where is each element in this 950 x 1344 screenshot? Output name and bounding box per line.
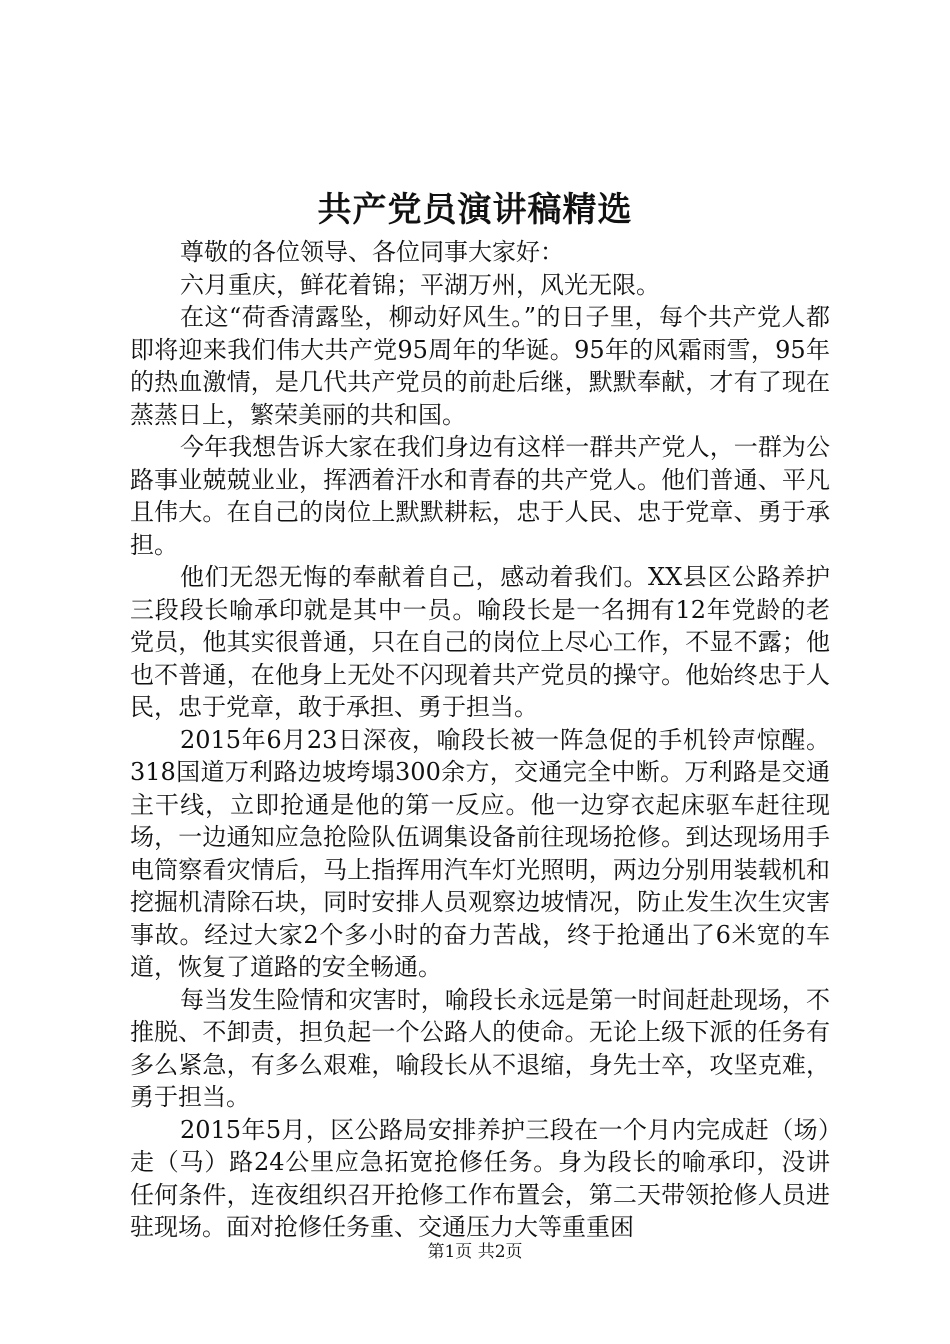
page-footer xyxy=(0,1241,950,1263)
paragraph-commitment: 每当发生险情和灾害时，喻段长永远是第一时间赶赴现场，不推脱、不卸责，担负起一个公路人的使命。无论上级下派的任务有多么紧急，有多么艰难，喻段长从不退缩，身先士卒，攻坚克难，勇于担当。 xyxy=(130,985,830,1111)
paragraph-opening: 六月重庆，鲜花着锦；平湖万州，风光无限。 xyxy=(180,270,660,299)
document-title: 共产党员演讲稿精选 xyxy=(317,190,633,230)
paragraph-introduction: 今年我想告诉大家在我们身边有这样一群共产党人，一群为公路事业兢兢业业，挥洒着汗水和青春的共产党人。他们普通、平凡且伟大。在自己的岗位上默默耕耘，忠于人民、忠于党章、勇于承担。 xyxy=(130,433,830,559)
page-number: 第1页 xyxy=(427,1242,473,1262)
paragraph-widening-task: 2015年5月，区公路局安排养护三段在一个月内完成赶（场）走（马）路24公里应急拓宽抢修任务。身为段长的喻承印，没讲任何条件，连夜组织召开抢修工作布置会，第二天带领抢修人员进驻现场。面对抢修任务重、交通压力大等重重困 xyxy=(130,1115,830,1241)
paragraph-rescue-story: 2015年6月23日深夜，喻段长被一阵急促的手机铃声惊醒。318国道万利路边坡垮塌300余方，交通完全中断。万利路是交通主干线，立即抢通是他的第一反应。他一边穿衣起床驱车赶往现场，一边通知应急抢险队伍调集设备前往现场抢修。到达现场用手电筒察看灾情后，马上指挥用汽车灯光照明，两边分别用装载机和挖掘机清除石块，同时安排人员观察边坡情况，防止发生次生灾害事故。经过大家2个多小时的奋力苦战，终于抢通出了6米宽的车道，恢复了道路的安全畅通。 xyxy=(130,725,830,981)
paragraph-profile: 他们无怨无悔的奉献着自己，感动着我们。XX县区公路养护三段段长喻承印就是其中一员。喻段长是一名拥有12年党龄的老党员，他其实很普通，只在自己的岗位上尽心工作，不显不露；他也不普通，在他身上无处不闪现着共产党员的操守。他始终忠于人民，忠于党章，敢于承担、勇于担当。 xyxy=(130,563,830,721)
document-body xyxy=(130,236,830,1244)
paragraph-anniversary: 在这“荷香清露坠，柳动好风生。”的日子里，每个共产党人都即将迎来我们伟大共产党95周年的华诞。95年的风霜雨雪，95年的热血激情，是几代共产党员的前赴后继，默默奉献，才有了现在蒸蒸日上，繁荣美丽的共和国。 xyxy=(130,303,830,429)
paragraph-greeting: 尊敬的各位领导、各位同事大家好： xyxy=(180,238,564,266)
page-total: 共2页 xyxy=(477,1242,523,1262)
